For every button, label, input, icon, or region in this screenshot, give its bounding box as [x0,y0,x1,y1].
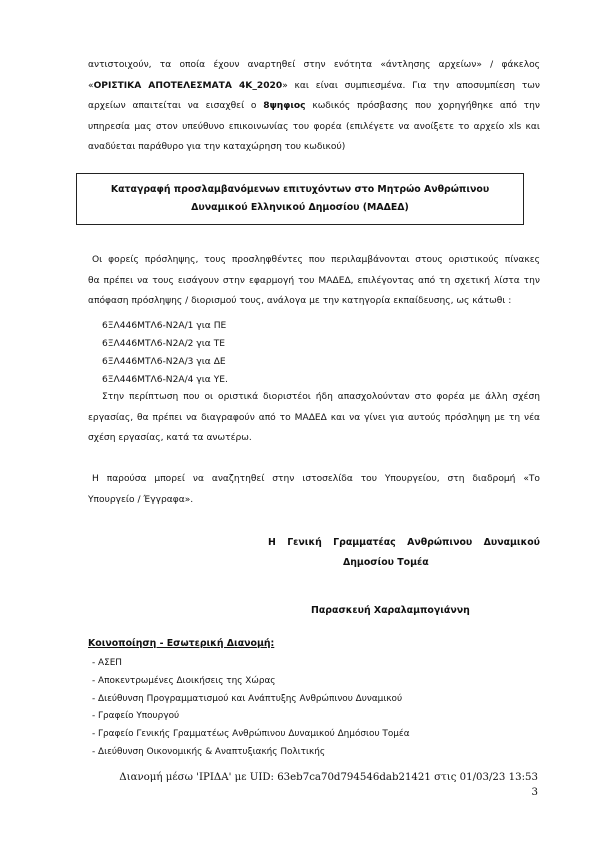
intro-line: «ΟΡΙΣΤΙΚΑ ΑΠΟΤΕΛΕΣΜΑΤΑ 4Κ_2020» και είναι συμπιεσμένα. Για την αποσυμπίεση των [88,80,541,91]
intro-line: αναδύεται παράθυρο για την καταχώρηση του κωδικού) [88,142,346,153]
decision-code: 6ΞΛ446ΜΤΛ6-Ν2Α/2 για ΤΕ [102,339,225,349]
paragraph-line: Στην περίπτωση που οι οριστικά διοριστέοι ήδη απασχολούνταν στο φορέα με άλλη σχέση [102,392,540,402]
intro-line: υπηρεσία μας στον υπεύθυνο επικοινωνίας του φορέα (επιλέγετε να ανοίξετε το αρχείο xls και [88,121,540,132]
signatory-name: Παρασκευή Χαραλαμπογιάννη [311,605,470,616]
intro-line: αντιστοιχούν, τα οποία έχουν αναρτηθεί στην ενότητα «άντλησης αρχείων» / φάκελος [88,60,540,70]
section-heading-line: Δυναμικού Ελληνικού Δημοσίου (ΜΑΔΕΔ) [191,202,409,213]
paragraph-line: Οι φορείς πρόσληψης, τους προσληφθέντες που περιλαμβάνονται στους οριστικούς πίνακες [92,255,540,265]
section-heading-box [76,173,524,225]
distribution-item: - Διεύθυνση Οικονομικής & Αναπτυξιακής Πολιτικής [92,746,326,757]
intro-line: αρχείων απαιτείται να εισαχθεί ο 8ψηφιος κωδικός πρόσβασης που χορηγήθηκε από την [88,101,540,112]
instructions-paragraph [88,250,540,312]
distribution-item: - Διεύθυνση Προγραμματισμού και Ανάπτυξης Ανθρώπινου Δυναμικού [92,693,403,704]
paragraph-line: απόφαση πρόσληψης / διορισμού τους, ανάλογα με την κατηγορία εκπαίδευσης, ως κάτωθι : [88,296,512,307]
page-number: 3 [531,786,538,798]
folder-name: ΟΡΙΣΤΙΚΑ ΑΠΟΤΕΛΕΣΜΑΤΑ 4Κ_2020 [93,80,283,91]
footer [119,771,538,800]
existing-staff-paragraph [88,387,540,449]
paragraph-line: εργασίας, θα πρέπει να διαγραφούν από το ΜΑΔΕΔ και να γίνει για αυτούς πρόσληψη με τη νέα [88,412,540,423]
signatory-title: Η Γενική Γραμματέας Ανθρώπινου Δυναμικού [268,537,540,548]
section-heading-line: Καταγραφή προσλαμβανόμενων επιτυχόντων στο Μητρώο Ανθρώπινου [110,184,490,195]
paragraph-line: Υπουργείο / Έγγραφα». [88,494,194,505]
intro-paragraph [88,55,540,158]
distribution-item: - Γραφείο Υπουργού [92,711,180,722]
paragraph-line: σχέση εργασίας, κατά τα ανωτέρω. [88,433,252,444]
distribution-item: - Αποκεντρωμένες Διοικήσεις της Χώρας [92,675,276,686]
distribution-heading: Κοινοποίηση - Εσωτερική Διανομή: [88,638,275,649]
availability-paragraph [88,469,540,510]
paragraph-line: Η παρούσα μπορεί να αναζητηθεί στην ιστοσελίδα του Υπουργείου, στη διαδρομή «Το [92,474,540,484]
distribution-item: - ΑΣΕΠ [92,658,122,668]
distribution-item: - Γραφείο Γενικής Γραμματέως Ανθρώπινου Δυναμικού Δημόσιου Τομέα [92,729,410,740]
signatory-title-line2: Δημοσίου Τομέα [343,557,429,568]
decision-code: 6ΞΛ446ΜΤΛ6-Ν2Α/3 για ΔΕ [102,357,226,367]
distribution-uid: Διανομή μέσω 'ΙΡΙΔΑ' με UID: 63eb7ca70d794546dab21421 στις 01/03/23 13:53 [119,772,538,783]
decision-codes-list [102,317,228,389]
distribution-list [92,655,410,762]
decision-code: 6ΞΛ446ΜΤΛ6-Ν2Α/4 για ΥΕ. [102,375,228,385]
code-length: 8ψηφιος [263,101,306,112]
paragraph-line: θα πρέπει να τους εισάγουν στην εφαρμογή του ΜΑΔΕΔ, επιλέγοντας από τη σχετική λίστα την [88,275,540,286]
decision-code: 6ΞΛ446ΜΤΛ6-Ν2Α/1 για ΠΕ [102,321,227,331]
